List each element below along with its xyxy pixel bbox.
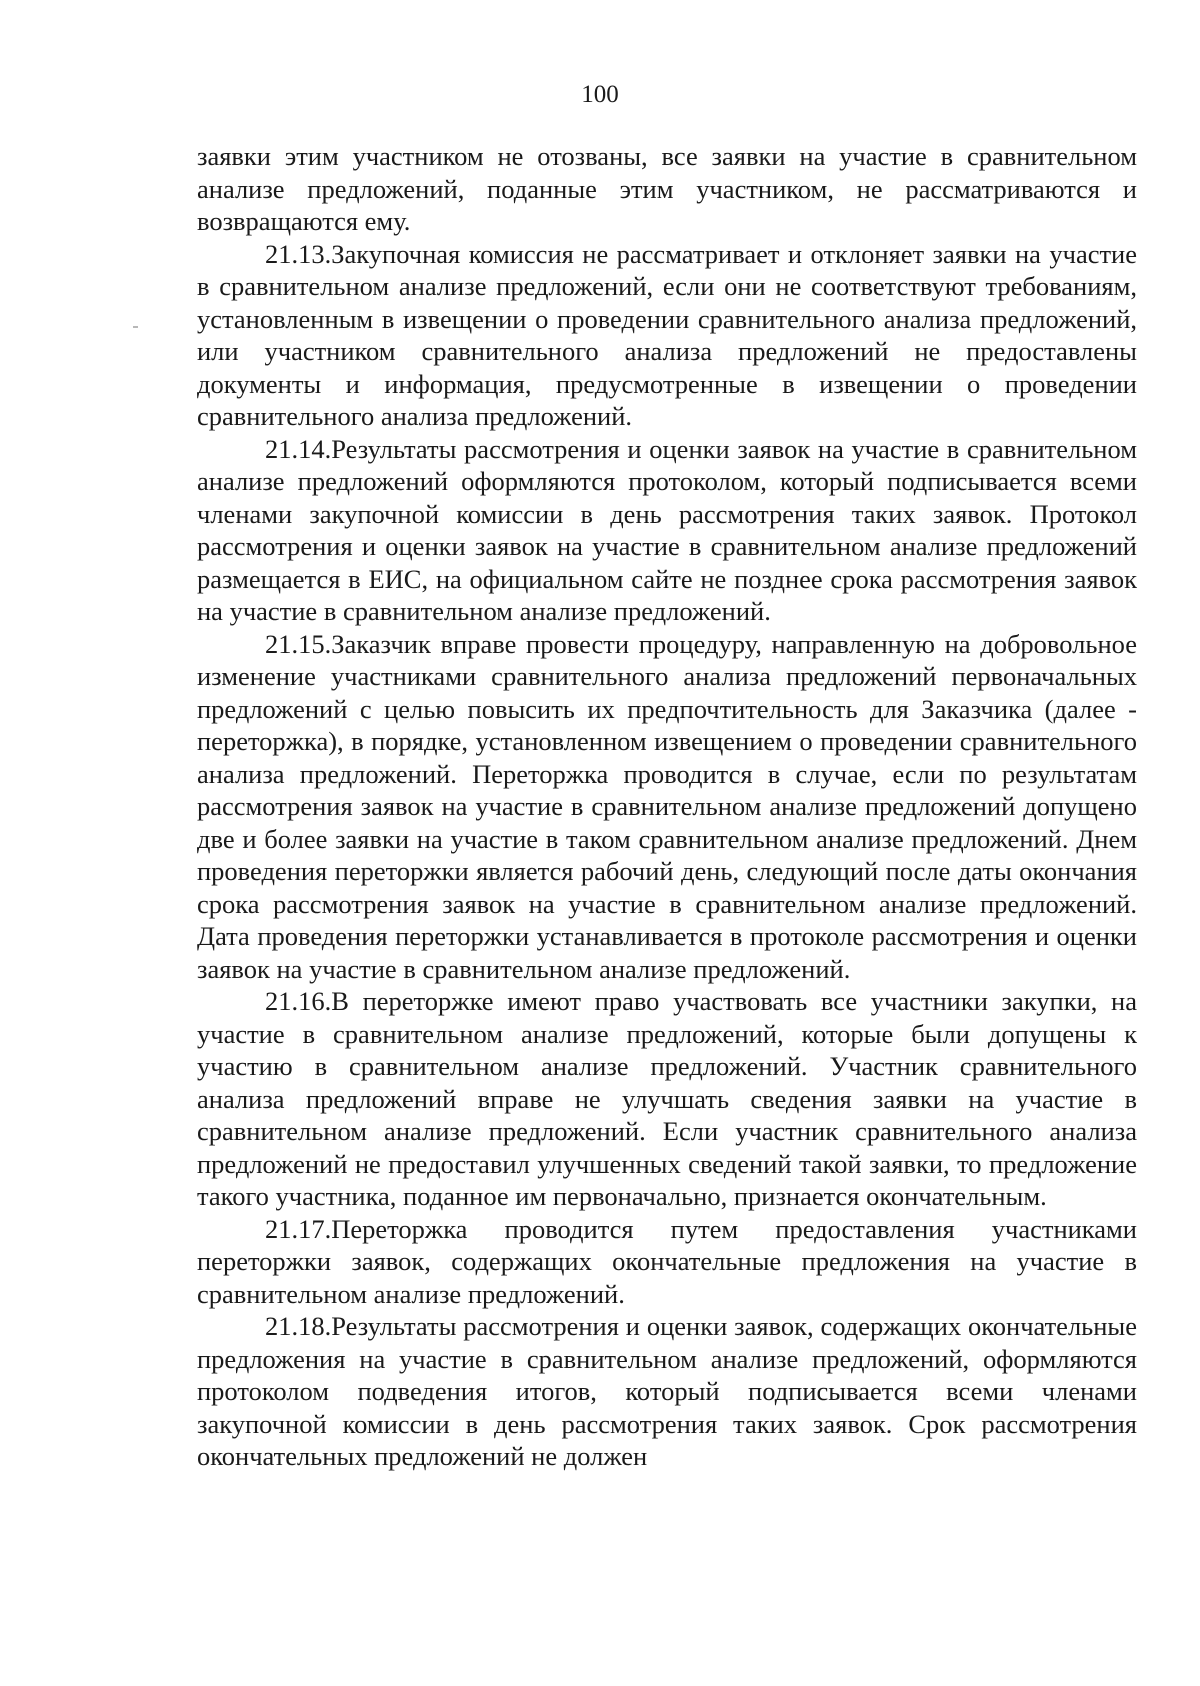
paragraph-21-15: 21.15.Заказчик вправе провести процедуру, направленную на добровольное изменение участниками сравнительного анализа предложений первоначальных предложений с целью повысить их предпочтительность для Заказчика (далее - переторжка), в порядке, установленном извещением о проведении сравнительного анализа предложений. Переторжка проводится в случае, если по результатам рассмотрения заявок на участие в сравнительном анализе предложений допущено две и более заявки на участие в таком сравнительном анализе предложений. Днем проведения переторжки является рабочий день, следующий после даты окончания срока рассмотрения заявок на участие в сравнительном анализе предложений. Дата проведения переторжки устанавливается в протоколе рассмотрения и оценки заявок на участие в сравнительном анализе предложений. <box>197 628 1137 984</box>
document-body <box>197 140 1137 1473</box>
paragraph-21-17: 21.17.Переторжка проводится путем предоставления участниками переторжки заявок, содержащих окончательные предложения на участие в сравнительном анализе предложений. <box>197 1213 1137 1309</box>
page-number: 100 <box>581 81 619 108</box>
scan-artifact <box>133 326 138 328</box>
paragraph-21-14: 21.14.Результаты рассмотрения и оценки заявок на участие в сравнительном анализе предложений оформляются протоколом, который подписывается всеми членами закупочной комиссии в день рассмотрения таких заявок. Протокол рассмотрения и оценки заявок на участие в сравнительном анализе предложений размещается в ЕИС, на официальном сайте не позднее срока рассмотрения заявок на участие в сравнительном анализе предложений. <box>197 433 1137 626</box>
paragraph-21-18: 21.18.Результаты рассмотрения и оценки заявок, содержащих окончательные предложения на участие в сравнительном анализе предложений, оформляются протоколом подведения итогов, который подписывается всеми членами закупочной комиссии в день рассмотрения таких заявок. Срок рассмотрения окончательных предложений не должен <box>197 1311 1137 1471</box>
paragraph-21-13: 21.13.Закупочная комиссия не рассматривает и отклоняет заявки на участие в сравнительном анализе предложений, если они не соответствуют требованиям, установленным в извещении о проведении сравнительного анализа предложений, или участником сравнительного анализа предложений не предоставлены документы и информация, предусмотренные в извещении о проведении сравнительного анализа предложений. <box>197 238 1137 431</box>
paragraph-21-16: 21.16.В переторжке имеют право участвовать все участники закупки, на участие в сравнительном анализе предложений, которые были допущены к участию в сравнительном анализе предложений. Участник сравнительного анализа предложений вправе не улучшать сведения заявки на участие в сравнительном анализе предложений. Если участник сравнительного анализа предложений не предоставил улучшенных сведений такой заявки, то предложение такого участника, поданное им первоначально, признается окончательным. <box>197 986 1137 1211</box>
paragraph-continuation: заявки этим участником не отозваны, все заявки на участие в сравнительном анализе предложений, поданные этим участником, не рассматриваются и возвращаются ему. <box>197 141 1137 236</box>
